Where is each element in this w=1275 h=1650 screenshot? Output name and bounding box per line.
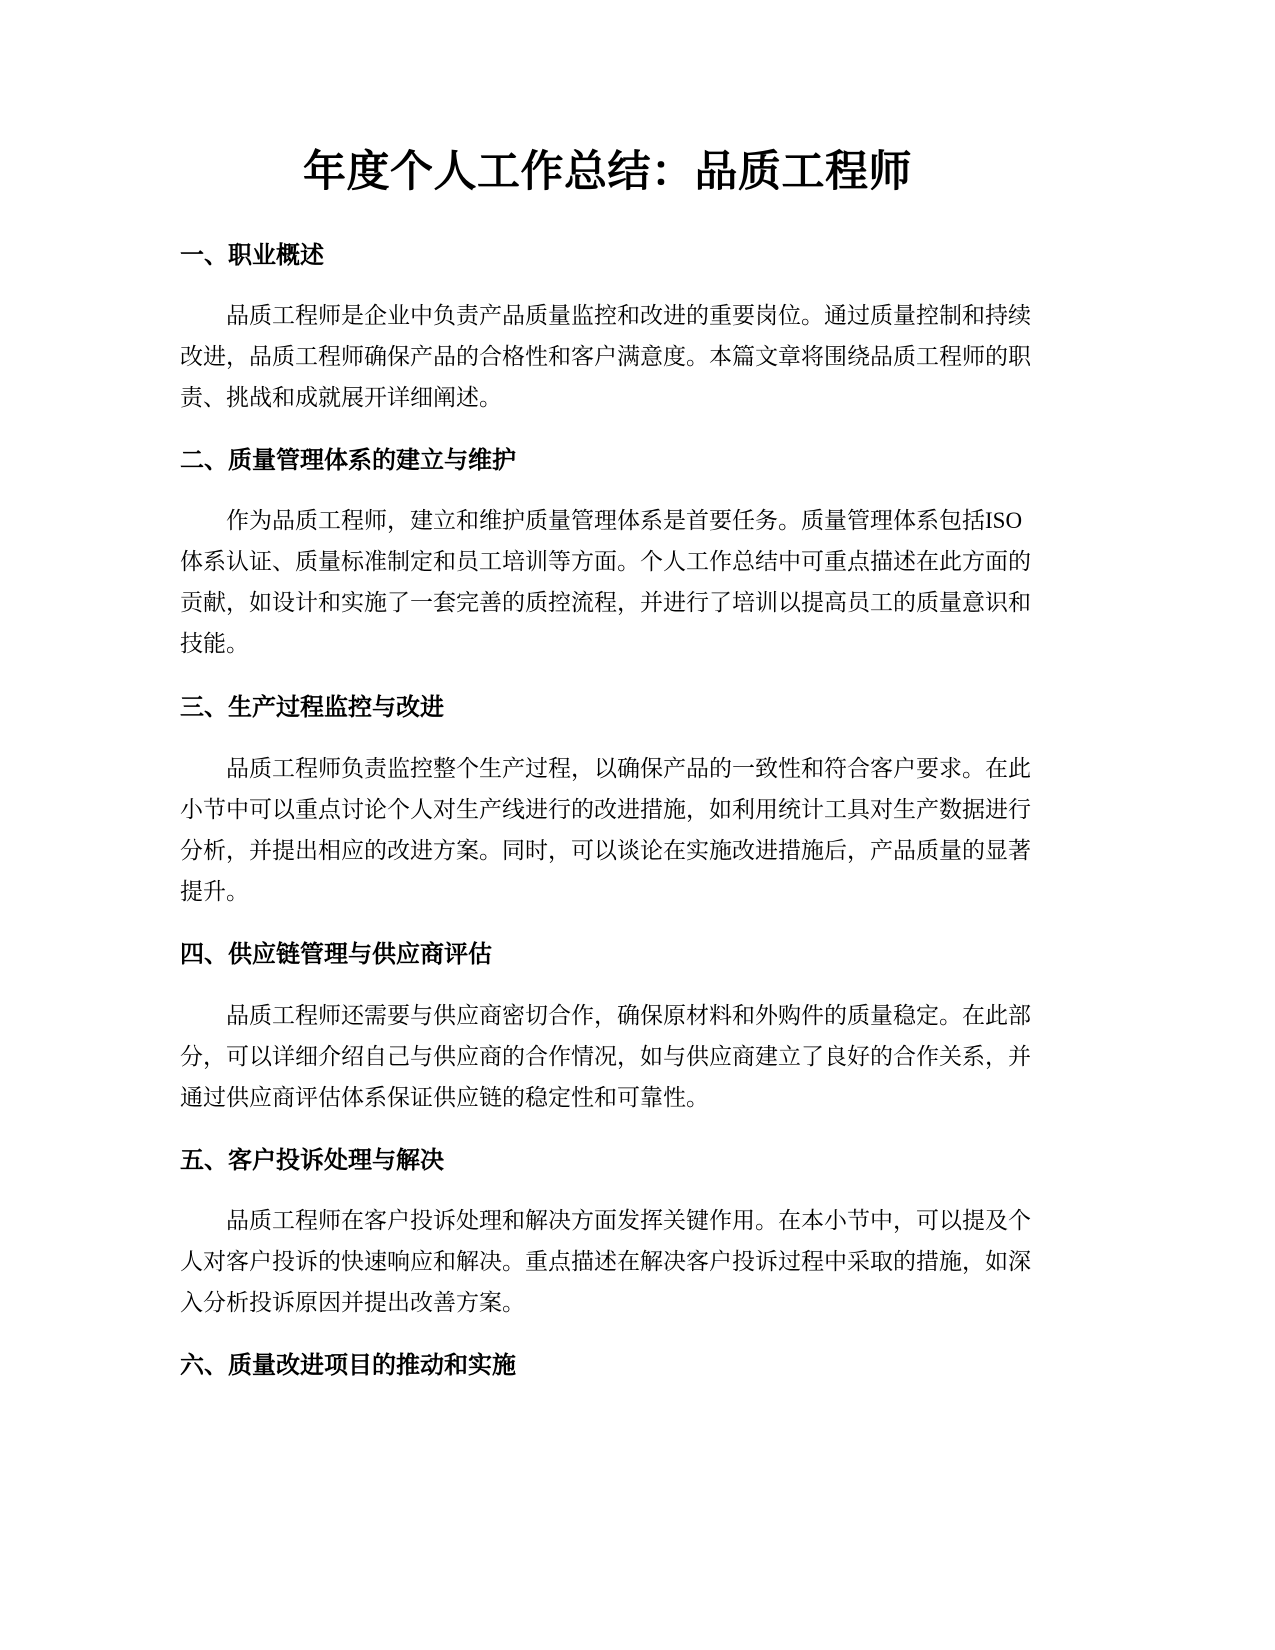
section-paragraph-5: 品质工程师在客户投诉处理和解决方面发挥关键作用。在本小节中，可以提及个人对客户投诉的快速响应和解决。重点描述在解决客户投诉过程中采取的措施，如深入分析投诉原因并提出改善方案。 [180, 1208, 1031, 1315]
section-heading-1: 一、职业概述 [180, 241, 324, 269]
section-heading-2: 二、质量管理体系的建立与维护 [180, 446, 516, 474]
section-heading-4: 四、供应链管理与供应商评估 [180, 940, 492, 968]
section-heading-6: 六、质量改进项目的推动和实施 [180, 1351, 516, 1379]
section-heading-5: 五、客户投诉处理与解决 [180, 1146, 444, 1174]
document-title: 年度个人工作总结：品质工程师 [303, 147, 912, 197]
section-heading-3: 三、生产过程监控与改进 [180, 693, 444, 721]
section-paragraph-4: 品质工程师还需要与供应商密切合作，确保原材料和外购件的质量稳定。在此部分，可以详细介绍自己与供应商的合作情况，如与供应商建立了良好的合作关系，并通过供应商评估体系保证供应链的稳定性和可靠性。 [180, 1003, 1031, 1110]
section-paragraph-3: 品质工程师负责监控整个生产过程，以确保产品的一致性和符合客户要求。在此小节中可以重点讨论个人对生产线进行的改进措施，如利用统计工具对生产数据进行分析，并提出相应的改进方案。同时，可以谈论在实施改进措施后，产品质量的显著提升。 [180, 756, 1031, 904]
section-paragraph-2: 作为品质工程师，建立和维护质量管理体系是首要任务。质量管理体系包括ISO体系认证、质量标准制定和员工培训等方面。个人工作总结中可重点描述在此方面的贡献，如设计和实施了一套完善的质控流程，并进行了培训以提高员工的质量意识和技能。 [180, 508, 1031, 656]
section-paragraph-1: 品质工程师是企业中负责产品质量监控和改进的重要岗位。通过质量控制和持续改进，品质工程师确保产品的合格性和客户满意度。本篇文章将围绕品质工程师的职责、挑战和成就展开详细阐述。 [180, 303, 1031, 410]
